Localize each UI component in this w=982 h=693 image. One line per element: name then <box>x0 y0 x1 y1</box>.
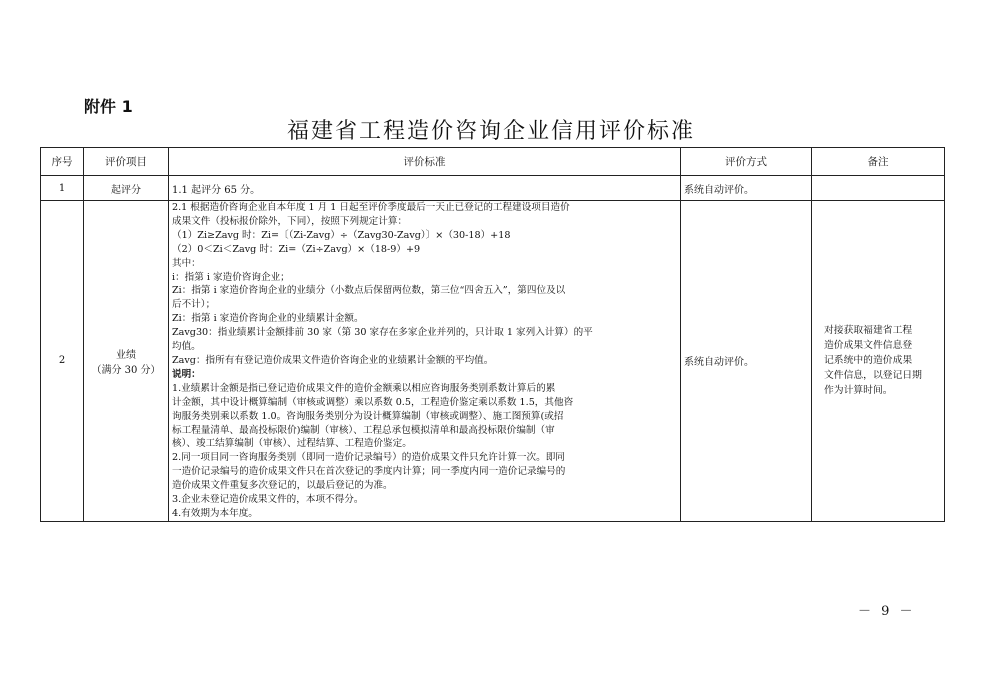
criteria-line: 后不计）； <box>172 299 216 311</box>
criteria-line: 询服务类别乘以系数 1.0。咨询服务类别分为设计概算编制（审核或调整）、施工图预算(或招 <box>172 410 564 422</box>
column-header-seq: 序号 <box>41 148 84 176</box>
row2-criteria <box>169 201 681 522</box>
criteria-line: 计金额，其中设计概算编制（审核或调整）乘以系数 0.5，工程造价鉴定乘以系数 1.5，其他咨 <box>172 396 574 408</box>
criteria-line: 3.企业未登记造价成果文件的，本项不得分。 <box>172 494 364 506</box>
table-row <box>41 201 945 522</box>
remark-line: 对接获取福建省工程 <box>824 325 913 337</box>
column-header-method: 评价方式 <box>681 148 812 176</box>
row1-item: 起评分 <box>84 176 169 201</box>
table-row <box>41 176 945 201</box>
criteria-line: 成果文件（投标报价除外，下同），按照下列规定计算： <box>172 215 408 227</box>
criteria-notes-heading: 说明： <box>172 368 201 380</box>
column-header-remark: 备注 <box>812 148 945 176</box>
remark-line: 文件信息，以登记日期 <box>824 370 922 382</box>
criteria-line: 2.同一项目同一咨询服务类别（即同一造价记录编号）的造价成果文件只允许计算一次。即同 <box>172 452 565 464</box>
criteria-line: 核）、竣工结算编制（审核）、过程结算、工程造价鉴定。 <box>172 438 412 450</box>
criteria-line: 均值。 <box>172 341 201 353</box>
remark-line: 作为计算时间。 <box>824 385 893 397</box>
criteria-formula-1: （1）Zi≥Zavg 时：Zi=〔（Zi-Zavg）÷（Zavg30-Zavg）〕×（30-18）+18 <box>172 229 511 241</box>
criteria-line: 造价成果文件重复多次登记的，以最后登记的为准。 <box>172 480 393 492</box>
row2-item <box>84 201 169 522</box>
criteria-line: Zi：指第 i 家造价咨询企业的业绩分（小数点后保留两位数，第三位“四舍五入”，第四位及以 <box>172 285 566 297</box>
table-header-row <box>41 148 945 176</box>
document-title: 福建省工程造价咨询企业信用评价标准 <box>286 119 695 144</box>
criteria-line: Zavg：指所有有登记造价成果文件造价咨询企业的业绩累计金额的平均值。 <box>172 354 494 366</box>
credit-evaluation-table <box>40 147 945 522</box>
criteria-line: i：指第 i 家造价咨询企业； <box>172 271 290 283</box>
remark-line: 造价成果文件信息登 <box>824 340 913 352</box>
row1-criteria: 1.1 起评分 65 分。 <box>169 176 681 201</box>
criteria-formula-2: （2）0＜Zi＜Zavg 时：Zi=（Zi÷Zavg）×（18-9）+9 <box>172 243 421 255</box>
criteria-line: 标工程量清单、最高投标限价)编制（审核）、工程总承包模拟清单和最高投标限价编制（审 <box>172 424 555 436</box>
row2-seq: 2 <box>41 201 84 522</box>
criteria-line: 1.业绩累计金额是指已登记造价成果文件的造价金额乘以相应咨询服务类别系数计算后的累 <box>172 382 556 394</box>
column-header-item: 评价项目 <box>84 148 169 176</box>
criteria-line: Zavg30：指业绩累计金额排前 30 家（第 30 家存在多家企业并列的，只计取 1 家列入计算）的平 <box>172 327 593 339</box>
row2-method: 系统自动评价。 <box>681 201 812 522</box>
row1-remark <box>812 176 945 201</box>
criteria-line: 2.1 根据造价咨询企业自本年度 1 月 1 日起至评价季度最后一天止已登记的工程建设项目造价 <box>172 202 570 213</box>
row2-item-title: 业绩 <box>116 349 136 361</box>
page-number: － 9 － <box>858 604 916 619</box>
criteria-line: 其中： <box>172 257 201 269</box>
criteria-line: Zi：指第 i 家造价咨询企业的业绩累计金额。 <box>172 313 364 325</box>
remark-line: 记系统中的造价成果 <box>824 355 913 367</box>
row1-method: 系统自动评价。 <box>681 176 812 201</box>
column-header-criteria: 评价标准 <box>169 148 681 176</box>
row1-seq: 1 <box>41 176 84 201</box>
criteria-line: 4.有效期为本年度。 <box>172 507 258 519</box>
row2-remark <box>812 201 945 522</box>
attachment-label: 附件 1 <box>84 97 133 116</box>
criteria-line: 一造价记录编号的造价成果文件只在首次登记的季度内计算；同一季度内同一造价记录编号的 <box>172 466 566 478</box>
row2-item-score: （满分 30 分） <box>91 364 161 376</box>
